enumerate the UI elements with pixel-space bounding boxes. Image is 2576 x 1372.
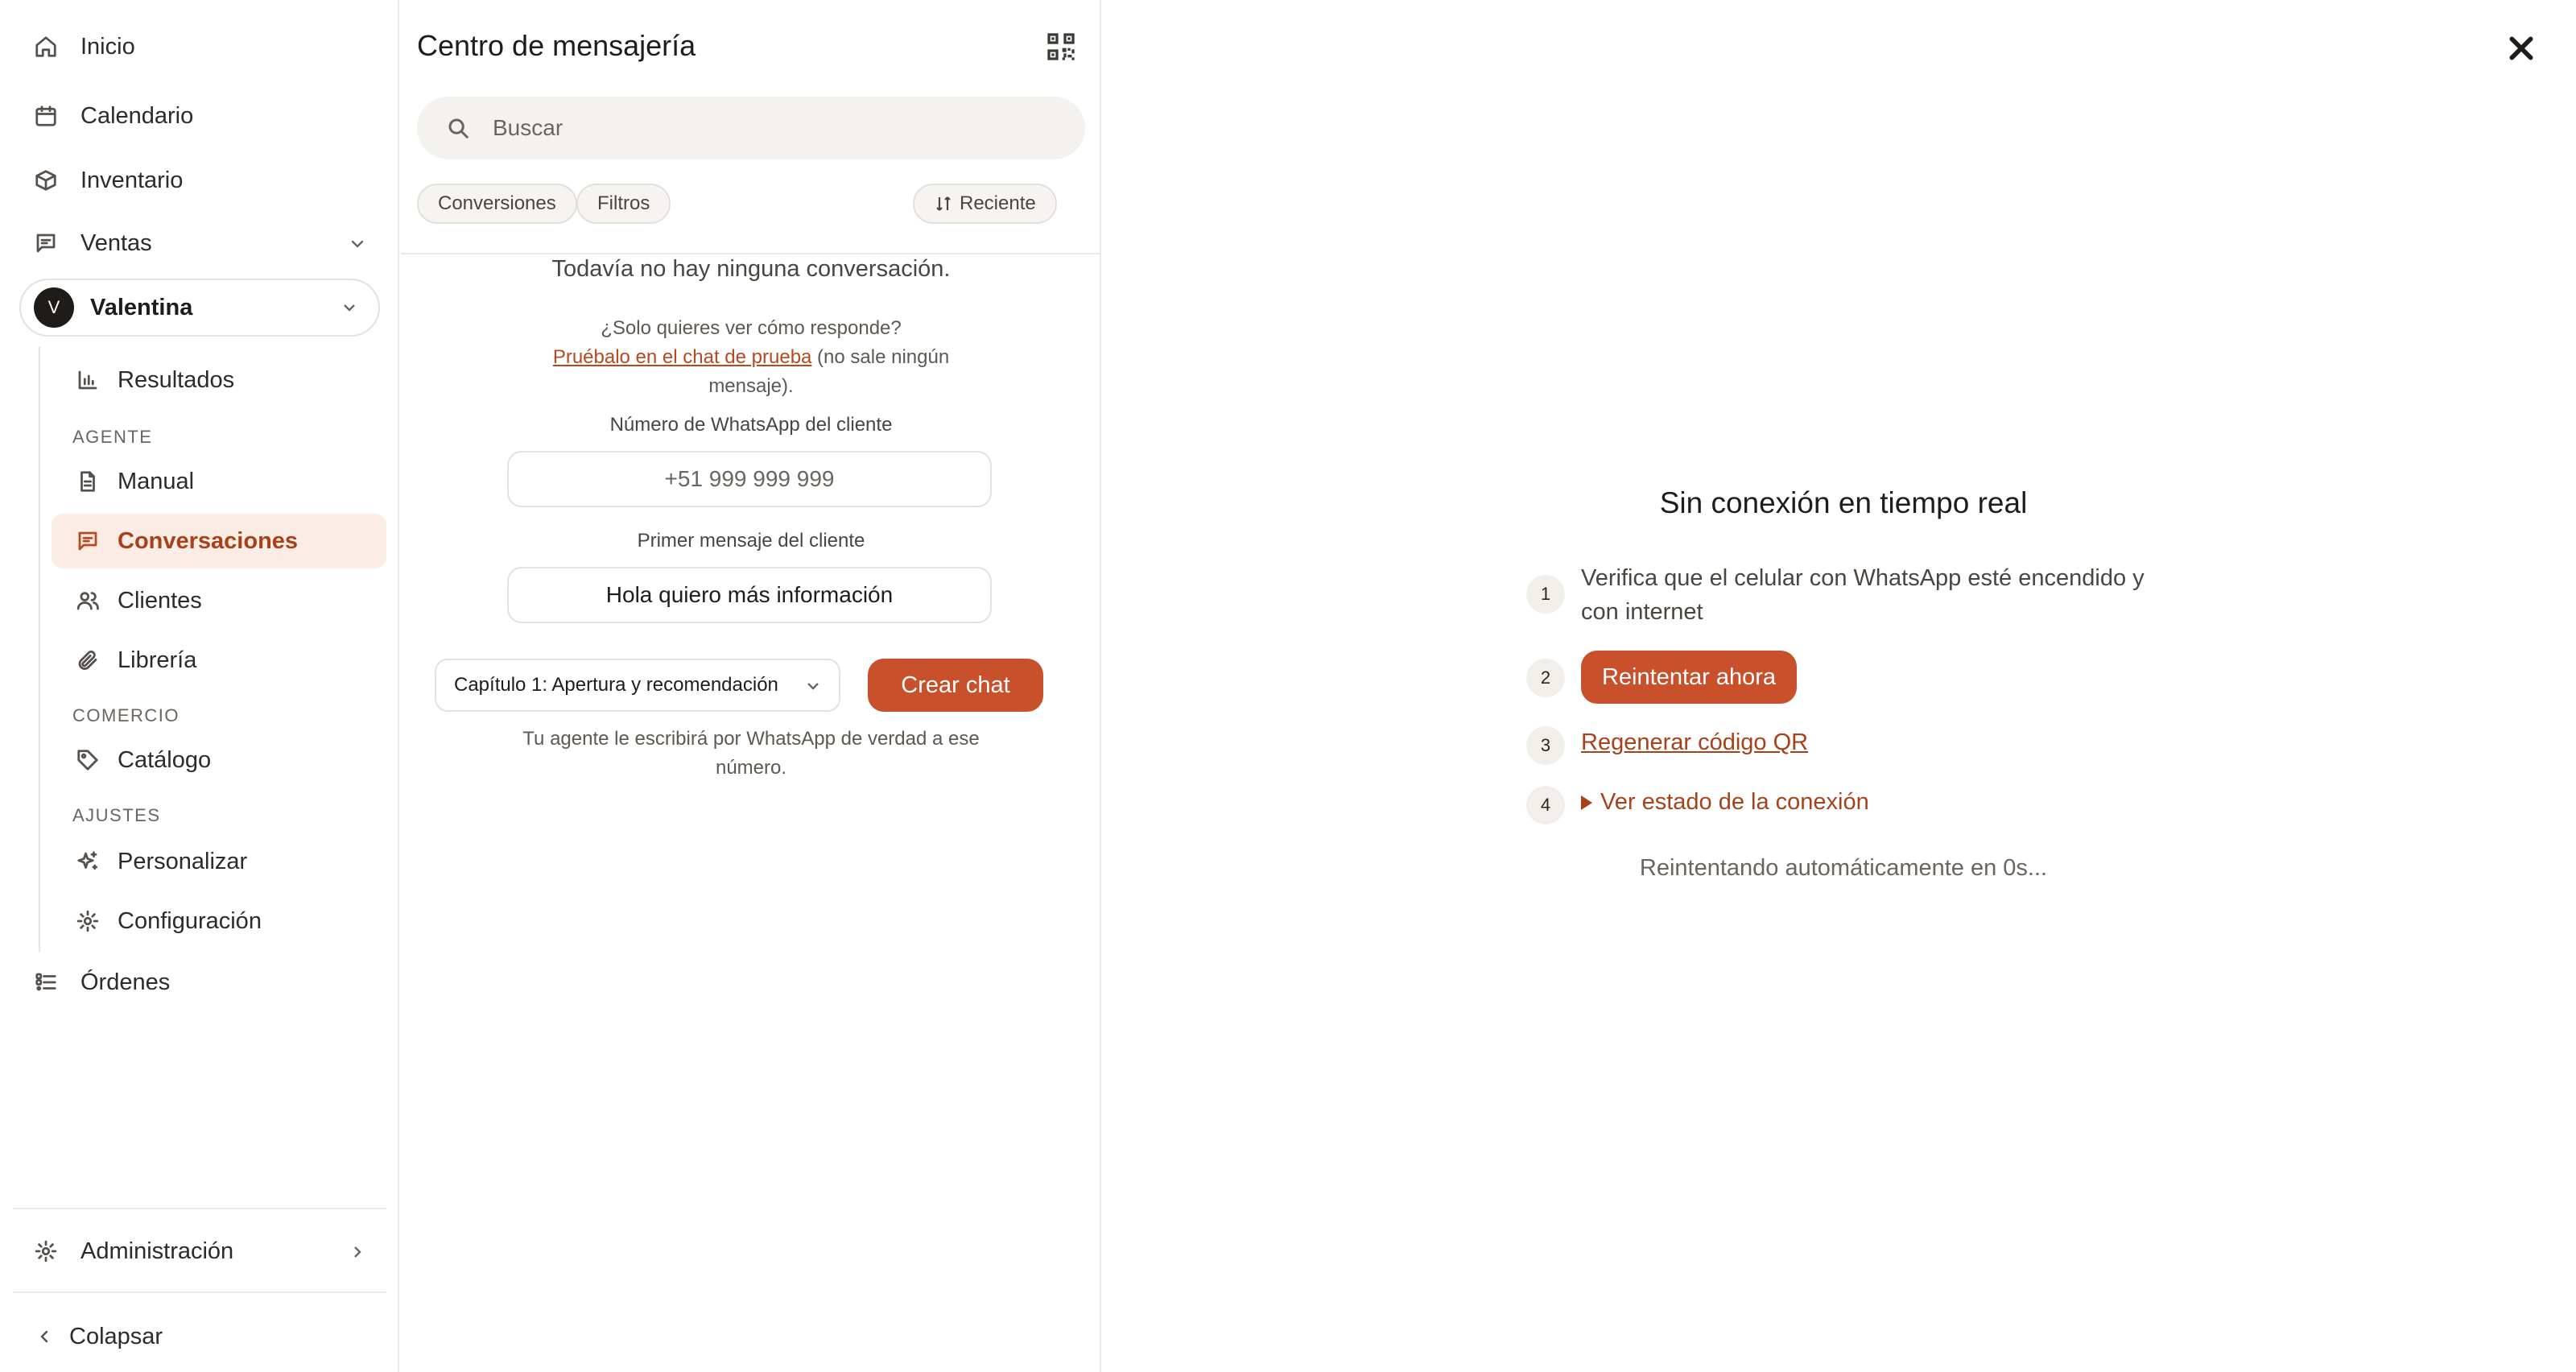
sidebar-item-label: Catálogo <box>118 746 212 773</box>
sidebar-item-label: Clientes <box>118 587 202 614</box>
sidebar-item-libreria[interactable] <box>52 633 386 688</box>
chevron-down-icon <box>348 233 367 253</box>
bar-chart-icon <box>74 366 101 394</box>
sidebar-item-configuracion[interactable] <box>52 894 386 948</box>
agent-name: Valentina <box>90 294 193 320</box>
calendar-icon <box>32 102 60 130</box>
sidebar-item-label: Resultados <box>118 366 235 393</box>
section-label-comercio: COMERCIO <box>72 705 180 725</box>
divider <box>13 1291 386 1293</box>
chapter-select[interactable] <box>435 659 840 712</box>
chat-icon <box>74 527 101 555</box>
step-1-text: Verifica que el celular con WhatsApp esté encendido y con internet <box>1581 565 2145 625</box>
admin-button[interactable] <box>32 1227 367 1275</box>
hint-line <box>401 343 1101 372</box>
messaging-panel <box>401 0 1101 1372</box>
qr-code-icon <box>1045 31 1077 63</box>
connection-status-toggle[interactable] <box>1581 789 1869 816</box>
chevron-down-icon <box>340 298 359 317</box>
test-chat-link[interactable]: Pruébalo en el chat de prueba <box>552 346 812 368</box>
sidebar-item-label: Inventario <box>80 167 184 193</box>
divider <box>13 1208 386 1209</box>
step-number: 4 <box>1526 786 1565 824</box>
sidebar-item-inicio[interactable] <box>32 23 135 71</box>
section-label-agente: AGENTE <box>72 427 153 447</box>
sort-chip[interactable] <box>913 184 1057 224</box>
conversions-chip-label: Conversiones <box>438 192 556 214</box>
divider <box>401 253 1101 254</box>
home-icon <box>32 33 60 60</box>
close-button[interactable] <box>2505 32 2537 64</box>
auto-retry-note: Reintentando automáticamente en 0s... <box>1639 855 2048 881</box>
connection-status-toggle-label: Ver estado de la conexión <box>1600 789 1869 815</box>
sidebar-item-calendario[interactable] <box>32 92 193 140</box>
step-number: 3 <box>1526 726 1565 765</box>
sidebar-item-ordenes[interactable] <box>32 958 170 1006</box>
list-icon <box>32 969 60 996</box>
agent-selector[interactable] <box>19 279 380 337</box>
message-icon <box>32 229 60 257</box>
disclosure-triangle-icon <box>1581 796 1592 810</box>
footnote <box>401 725 1101 783</box>
search-bar <box>417 97 1085 159</box>
close-icon <box>2505 32 2537 64</box>
first-message-input[interactable] <box>507 567 992 623</box>
sidebar-item-label: Calendario <box>80 102 194 129</box>
chevron-down-icon <box>803 676 823 696</box>
retry-now-button[interactable]: Reintentar ahora <box>1581 651 1797 704</box>
test-chat-hint <box>401 314 1101 401</box>
sidebar-item-label: Configuración <box>118 907 262 934</box>
sidebar-item-label: Librería <box>118 647 197 673</box>
empty-state-message: Todavía no hay ninguna conversación. <box>551 256 951 282</box>
sidebar-item-clientes[interactable] <box>52 573 386 628</box>
sidebar-item-label: Manual <box>118 468 195 494</box>
step-number: 1 <box>1526 575 1565 614</box>
sidebar-item-catalogo[interactable] <box>52 733 386 787</box>
chevron-left-icon <box>32 1324 56 1349</box>
step-number: 2 <box>1526 659 1565 697</box>
users-icon <box>74 587 101 614</box>
tag-icon <box>74 746 101 774</box>
filters-chip-label: Filtros <box>597 192 650 214</box>
footnote-line1: Tu agente le escribirá por WhatsApp de verdad a ese <box>522 728 980 750</box>
sidebar-item-label: Inicio <box>80 33 135 60</box>
collapse-label: Colapsar <box>69 1323 163 1349</box>
sidebar <box>0 0 399 1372</box>
search-input[interactable] <box>493 115 1056 141</box>
sidebar-item-label: Personalizar <box>118 848 248 874</box>
footnote-line2: número. <box>715 757 787 779</box>
phone-input[interactable] <box>507 451 992 507</box>
sidebar-item-inventario[interactable] <box>32 156 183 205</box>
sort-icon <box>934 194 953 213</box>
panel-title: Centro de mensajería <box>417 29 696 62</box>
search-icon <box>446 116 470 140</box>
hint-question: ¿Solo quieres ver cómo responde? <box>601 317 902 339</box>
sidebar-item-label: Conversaciones <box>118 527 299 554</box>
sidebar-item-resultados[interactable] <box>52 353 386 407</box>
regenerate-qr-link[interactable]: Regenerar código QR <box>1581 729 1809 755</box>
sidebar-item-label: Órdenes <box>80 969 171 995</box>
admin-label: Administración <box>80 1238 234 1264</box>
paperclip-icon <box>74 647 101 674</box>
sidebar-item-personalizar[interactable] <box>52 834 386 889</box>
connection-status-title: Sin conexión en tiempo real <box>1659 486 2028 519</box>
sidebar-item-manual[interactable] <box>52 454 386 509</box>
gear-icon <box>32 1238 60 1265</box>
phone-label: Número de WhatsApp del cliente <box>609 414 893 436</box>
conversions-chip[interactable] <box>417 184 577 224</box>
document-icon <box>74 468 101 495</box>
hint-after-link: (no sale ningún <box>811 346 950 368</box>
box-icon <box>32 167 60 194</box>
hint-line3: mensaje). <box>708 375 794 397</box>
collapse-button[interactable] <box>32 1312 163 1361</box>
gear-icon <box>74 907 101 935</box>
section-label-ajustes: AJUSTES <box>72 805 161 825</box>
sidebar-item-ventas[interactable] <box>32 219 367 267</box>
chevron-right-icon <box>348 1242 367 1261</box>
sidebar-item-label: Ventas <box>80 229 152 256</box>
create-chat-button[interactable]: Crear chat <box>868 659 1043 712</box>
sort-chip-label: Reciente <box>960 192 1036 214</box>
filters-chip[interactable] <box>576 184 671 224</box>
sparkles-icon <box>74 848 101 875</box>
avatar: V <box>34 287 74 328</box>
chapter-select-value: Capítulo 1: Apertura y recomendación <box>454 674 778 696</box>
qr-code-button[interactable] <box>1045 31 1077 63</box>
sidebar-item-conversaciones[interactable] <box>52 514 386 568</box>
first-message-label: Primer mensaje del cliente <box>637 530 865 552</box>
tree-line <box>39 346 40 952</box>
